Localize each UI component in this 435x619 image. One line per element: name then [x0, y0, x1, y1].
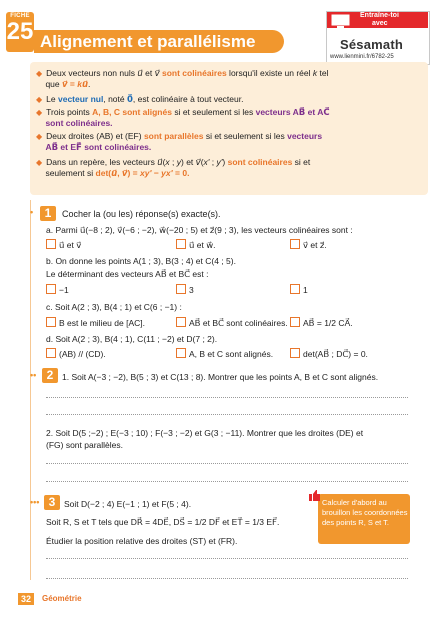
option-label: AB⃗ et BC⃗ sont colinéaires.	[189, 318, 288, 328]
option-a2[interactable]	[176, 239, 216, 251]
option-label: −1	[59, 285, 69, 295]
checkbox[interactable]	[176, 317, 186, 327]
bullet-icon: ◆	[36, 132, 43, 141]
rule-4: ◆ Deux droites (AB) et (EF) sont parallèles si et seulement si les vecteurs AB⃗ et EF⃗ sont colinéaires.	[36, 131, 323, 152]
exercise-dot: ••	[30, 370, 37, 380]
bullet-icon: ◆	[36, 158, 43, 167]
option-label: 3	[189, 285, 194, 295]
option-label: 1	[303, 285, 308, 295]
option-d3[interactable]	[290, 348, 368, 360]
checkbox[interactable]	[46, 239, 56, 249]
question-c: c. Soit A(2 ; 3), B(4 ; 1) et C(6 ; −1) :	[46, 302, 182, 312]
rule-3: ◆ Trois points A, B, C sont alignés si et seulement si les vecteurs AB⃗ et AC⃗ sont colinéaires.	[36, 107, 330, 128]
option-label: u⃗ et v⃗	[59, 240, 82, 250]
option-label: AB⃗ = 1/2 CA⃗.	[303, 318, 353, 328]
exercise-3-number: 3	[44, 495, 60, 510]
option-c2[interactable]	[176, 317, 288, 329]
bullet-icon: ◆	[36, 95, 43, 104]
sesamath-caption-line2: avec	[372, 20, 388, 27]
option-label: A, B et C sont alignés.	[189, 349, 274, 359]
bullet-icon: ◆	[36, 69, 43, 78]
page-title: Alignement et parallélisme	[40, 32, 256, 51]
answer-line[interactable]	[46, 481, 408, 482]
option-c3[interactable]	[290, 317, 353, 329]
option-c1[interactable]	[46, 317, 145, 329]
exercise-2-q1: 1. Soit A(−3 ; −2), B(5 ; 3) et C(13 ; 8). Montrer que les points A, B et C sont alignés.	[62, 372, 379, 382]
fiche-label: FICHE	[10, 13, 30, 19]
checkbox[interactable]	[290, 284, 300, 294]
checkbox[interactable]	[290, 239, 300, 249]
checkbox[interactable]	[290, 317, 300, 327]
option-label: v⃗ et z⃗.	[303, 240, 327, 250]
answer-line[interactable]	[46, 578, 408, 579]
exercise-1-instruction: Cocher la (ou les) réponse(s) exacte(s).	[62, 209, 221, 219]
exercise-3-line1: Soit D(−2 ; 4) E(−1 ; 1) et F(5 ; 4).	[64, 499, 192, 509]
checkbox[interactable]	[290, 348, 300, 358]
exercise-2-q2-line1: 2. Soit D(5 ;−2) ; E(−3 ; 10) ; F(−3 ; −2) et G(3 ; −11). Montrer que les droites (DE) et	[46, 428, 364, 438]
checkbox[interactable]	[46, 284, 56, 294]
option-d2[interactable]	[176, 348, 273, 360]
exercise-3-line3: Étudier la position relative des droites (ST) et (FR).	[46, 536, 238, 546]
option-a3[interactable]	[290, 239, 327, 251]
rule-5: ◆ Dans un repère, les vecteurs u⃗(x ; y) et v⃗(x' ; y') sont colinéaires si et seulement si det(u⃗, v⃗) = xy' − yx' = 0.	[36, 157, 311, 178]
rule-1: ◆ Deux vecteurs non nuls u⃗ et v⃗ sont colinéaires lorsqu'il existe un réel k tel que v⃗ = ku⃗.	[36, 68, 329, 89]
answer-line[interactable]	[46, 558, 408, 559]
exercise-dot: •••	[30, 497, 40, 507]
option-label: u⃗ et w⃗.	[189, 240, 216, 250]
exercise-2-number: 2	[42, 368, 58, 383]
exercise-2-q2-line2: (FG) sont parallèles.	[46, 440, 123, 450]
exercise-3-line2: Soit R, S et T tels que DR⃗ = 4DE⃗, DS⃗ = 1/2 DF⃗ et ET⃗ = 1/3 EF⃗.	[46, 517, 280, 527]
exercise-1-number: 1	[40, 206, 56, 221]
computer-icon	[331, 14, 351, 29]
section-label: Géométrie	[42, 594, 82, 603]
checkbox[interactable]	[46, 317, 56, 327]
margin-rule	[30, 200, 34, 580]
tip-text: Calculer d'abord au brouillon les coordonnées des points R, S et T.	[322, 498, 408, 527]
checkbox[interactable]	[46, 348, 56, 358]
option-a1[interactable]	[46, 239, 81, 251]
page-number: 32	[18, 593, 34, 605]
thumbs-up-icon	[309, 490, 321, 502]
sesamath-caption-line1: Entraîne-toi	[360, 12, 399, 19]
option-label: B est le milieu de [AC].	[59, 318, 145, 328]
checkbox[interactable]	[176, 239, 186, 249]
question-a: a. Parmi u⃗(−8 ; 2), v⃗(−6 ; −2), w⃗(−20 ; 5) et z⃗(9 ; 3), les vecteurs colinéaires sont :	[46, 225, 353, 235]
question-b-line1: b. On donne les points A(1 ; 3), B(3 ; 4) et C(4 ; 5).	[46, 256, 236, 266]
question-d: d. Soit A(2 ; 3), B(4 ; 1), C(11 ; −2) et D(7 ; 2).	[46, 334, 218, 344]
fiche-number: 25	[6, 18, 34, 45]
question-b-line2: Le déterminant des vecteurs AB⃗ et BC⃗ est :	[46, 269, 209, 279]
sesamath-link[interactable]: www.lienmini.fr/6782-25	[330, 54, 394, 60]
answer-line[interactable]	[46, 397, 408, 398]
checkbox[interactable]	[176, 284, 186, 294]
option-b2[interactable]	[176, 284, 194, 296]
exercise-dot: •	[30, 207, 34, 217]
option-b3[interactable]	[290, 284, 308, 296]
option-label: det(AB⃗ ; DC⃗) = 0.	[303, 349, 368, 359]
checkbox[interactable]	[176, 348, 186, 358]
option-label: (AB) // (CD).	[59, 349, 106, 359]
sesamath-logo: Sésamath	[340, 37, 404, 52]
rule-2: ◆ Le vecteur nul, noté 0⃗, est colinéaire à tout vecteur.	[36, 94, 244, 104]
answer-line[interactable]	[46, 463, 408, 464]
option-d1[interactable]	[46, 348, 106, 360]
answer-line[interactable]	[46, 414, 408, 415]
bullet-icon: ◆	[36, 108, 43, 117]
option-b1[interactable]	[46, 284, 69, 296]
